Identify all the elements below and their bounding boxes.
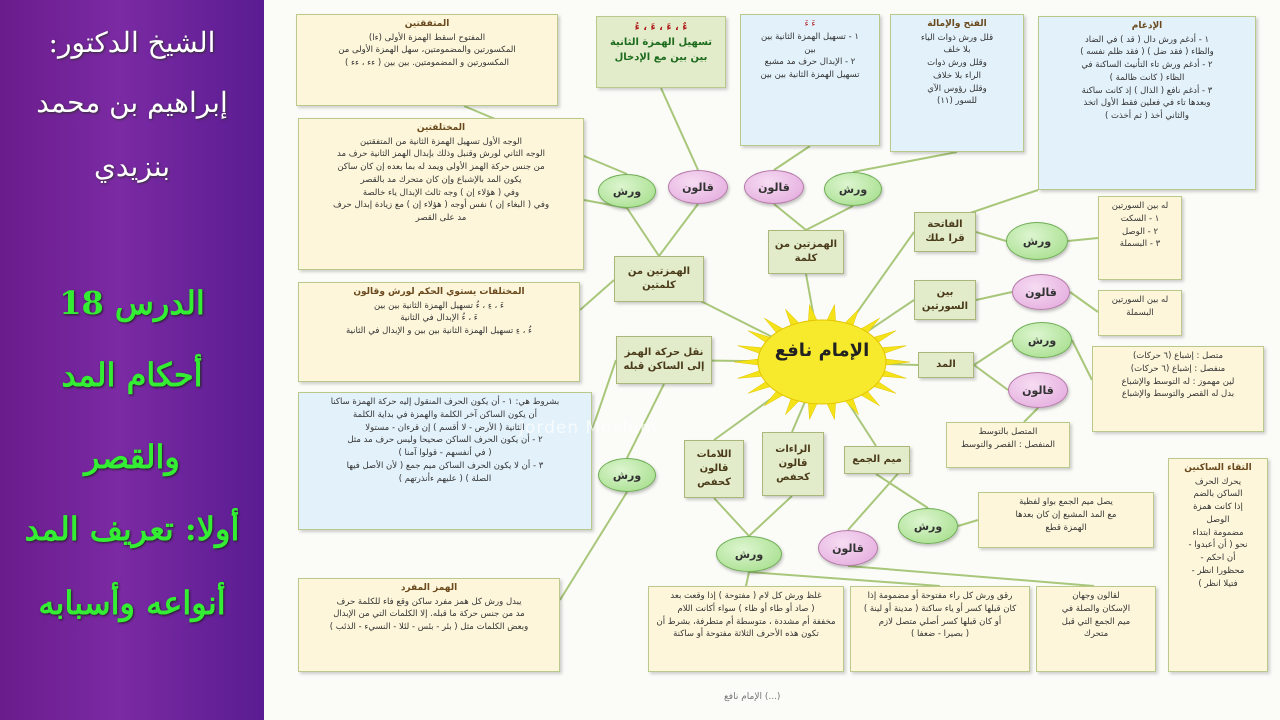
box-naql-conditions: بشروط هي: ١ - أن يكون الحرف المنقول إليه حركة الهمزة ساكنا أن يكون الساكن آخر الكلمة والهمزة في بداية الكلمة الثانية ( الأرض - لا أقسم ) إن قرءان - مستولا ٢ - أن يكون الحرف الساكن صحيحا وليس حرف مد مثل ( في أنفسهم - قولوا آمنا ) ٣ - أن لا يكون الحرف الساكن ميم جمع ( لأن الأصل فيها الصلة ) ( عليهم ءأنذرتهم )	[298, 392, 592, 530]
sheikh-name-line-2: بنزيدي	[93, 150, 171, 183]
connector	[580, 280, 614, 310]
box-mukhtalifat: المختلفات يستوي الحكم لورش وقالون ءَ ، ءِ ، ءُ تسهيل الهمزة الثانية بين بين ءَ ، ءُ الإبدال في الثانية ءُ ، ءِ تسهيل الهمزة الثانية بين بين و الإبدال في الثانية	[298, 282, 580, 382]
oval-warsh-two-words: ورش	[598, 174, 656, 208]
node-raat: الراءات قالون كحفص	[762, 432, 824, 496]
oval-warsh-bottom: ورش	[716, 536, 782, 572]
connector	[714, 498, 749, 536]
box-lam-taghliz: غلظ ورش كل لام ( مفتوحة ) إذا وقعت بعد ( صاد أو طاء أو ظاء ) سواء أكانت اللام مخففة أم مشددة ، متوسطة أم متطرفة، بشرط أن تكون هذه الأحرف الثلاثة مفتوحة أو ساكنة	[648, 586, 844, 672]
connector	[749, 496, 792, 536]
box-tashil-top: ءٌ ، ءَ ، ءَ ، ءُ تسهيل الهمزة الثانية بين بين مع الإدخال	[596, 16, 726, 88]
node-two-words: الهمزتين من كلمتين	[614, 256, 704, 302]
node-one-word: الهمزتين من كلمة	[768, 230, 844, 274]
connector	[774, 204, 806, 230]
connector	[1024, 408, 1038, 422]
lesson-topic-1: أحكام المد	[61, 356, 203, 394]
mind-map	[264, 0, 1280, 720]
box-fath-imala: الفتح والإمالة قلل ورش ذوات الياء بلا خلف وقلل ورش ذوات الراء بلا خلاف وقلل رؤوس الآي للسور (١١)	[890, 14, 1024, 152]
oval-qalun-one-word: قالون	[744, 170, 804, 204]
connector	[627, 208, 659, 256]
connector	[661, 88, 698, 170]
box-madd-qalun: المتصل بالتوسط المنفصل : القصر والتوسط	[946, 422, 1070, 468]
node-lamat: اللامات قالون كحفص	[684, 440, 744, 498]
connector	[774, 146, 810, 170]
node-mim: ميم الجمع	[844, 446, 910, 474]
connector	[806, 206, 853, 230]
oval-warsh-mim: ورش	[898, 508, 958, 544]
lesson-sidebar	[0, 0, 264, 720]
oval-warsh-one-word: ورش	[824, 172, 882, 206]
footer-caption: (...) الإمام نافع	[724, 692, 781, 702]
box-mim-qalun: لقالون وجهان الإسكان والصلة في ميم الجمع التي قبل متحرك	[1036, 586, 1156, 672]
box-tashil-two: ءَ ءَ ١ - تسهيل الهمزة الثانية بين بين ٢ - الإبدال حرف مد مشبع تسهيل الهمزة الثانية بين بين	[740, 14, 880, 146]
box-hamz-mufrad: الهمز المفرد يبدل ورش كل همز مفرد ساكن وقع فاء للكلمة حرف مد من جنس حركة ما قبله. إلا الكلمات التي من الإبدال وبعض الكلمات مثل ( بئر - بئس - لئلا - النسيء - الذئب )	[298, 578, 560, 672]
lesson-subtopic-2: أنواعه وأسبابه	[38, 584, 226, 622]
connector	[958, 520, 978, 526]
connector	[749, 572, 940, 586]
oval-qalun-two-words: قالون	[668, 170, 728, 204]
node-fatiha: الفاتحة قرا ملك	[914, 212, 976, 252]
connector	[853, 152, 957, 172]
oval-warsh-naql: ورش	[598, 458, 656, 492]
connector	[974, 365, 1008, 390]
box-mim-warsh: يصل ميم الجمع بواو لفظية مع المد المشبع إن كان بعدها الهمزة قطع	[978, 492, 1154, 548]
node-between-suras: بين السورتين	[914, 280, 976, 320]
oval-warsh-madd: ورش	[1012, 322, 1072, 358]
box-ra-tarqiq: رقق ورش كل راء مفتوحة أو مضمومة إذا كان قبلها كسر أو ياء ساكنة ( مدينة أو لينة ) أو كان قبلها كسر أصلي متصل لازم ( بصيرا - ضعفا )	[850, 586, 1030, 672]
box-madd-warsh: متصل : إشباع (٦ حركات) منفصل : إشباع (٦ حركات) لين مهموز : له التوسط والإشباع بدل له القصر والتوسط والإشباع	[1092, 346, 1264, 432]
box-title: المتفقتين	[404, 19, 450, 29]
oval-qalun-madd: قالون	[1008, 372, 1068, 408]
connector	[974, 340, 1012, 365]
sun-icon	[732, 302, 912, 422]
lesson-topic-2: والقصر	[84, 438, 180, 476]
box-sakinayn: التقاء الساكنين يحرك الحرف الساكن بالضم إذا كانت همزة الوصل مضمومة ابتداء نحو ( أن أعبدوا - أن احكم - محظورا انظر - فتيلا انظر )	[1168, 458, 1268, 672]
connector	[746, 572, 749, 586]
oval-qalun-mim: قالون	[818, 530, 878, 566]
node-naql: نقل حركة الهمز إلى الساكن قبله	[616, 336, 712, 384]
connector	[976, 232, 1006, 241]
connector	[848, 566, 1094, 586]
sheikh-name-line-1: إبراهيم بن محمد	[36, 86, 228, 119]
box-bayn-suwar-qalun: له بين السورتين البسملة	[1098, 290, 1182, 336]
sheikh-title: الشيخ الدكتور:	[48, 26, 216, 59]
connector	[1072, 340, 1092, 380]
oval-qalun-suras: قالون	[1012, 274, 1070, 310]
connector	[1068, 238, 1098, 241]
connector	[976, 292, 1012, 300]
oval-warsh-fatiha: ورش	[1006, 222, 1068, 260]
lesson-number: الدرس 18	[59, 284, 205, 322]
connector	[659, 204, 698, 256]
lesson-subtopic-1: أولا: تعريف المد	[24, 510, 240, 548]
box-mukhtalifatayn: المختلفتين الوجه الأول تسهيل الهمزة الثانية من المتفقتين الوجه الثاني لورش وقنبل وذلك بإبدال الهمز الثانية حرف مد من جنس حركة الهمز الأولى ويمد له بما بعده إن كان ساكن يكون المد بالإشباع وإن كان متحرك مد بالقصر وفي ( هؤلاء إن ) وجه ثالث الإبدال ياء خالصة وفي ( البغاء إن ) نفس أوجه ( هؤلاء إن ) مع زيادة إبدال حرف مد على القصر	[298, 118, 584, 270]
box-idgham: الإدغام ١ - أدغم ورش دال ( قد ) في الضاد والظاء ( فقد ضل ) ( فقد ظلم نفسه ) ٢ - أدغم ورش تاء التأنيث الساكنة في الظاء ( كانت ظالمة ) ٣ - أدغم نافع ( الذال ) إذ كانت ساكنة وبعدها تاء في فعلين فقط الأول اتخذ والثاني أخذ ( ثم أخذت )	[1038, 16, 1256, 190]
connector	[1070, 292, 1098, 312]
box-muttafiqatayn: المتفقتين المفتوح اسقط الهمزة الأولى (ءا) المكسورتين والمضمومتين، سهل الهمزة الأولى من المكسورتين و المضمومتين. بين بين ( ءء ، ءء )	[296, 14, 558, 106]
watermark: Jorden Moslum	[519, 418, 658, 438]
node-madd: المد	[918, 352, 974, 378]
box-bayn-suwar-warsh: له بين السورتين ١ - السكت ٢ - الوصل ٣ - البسملة	[1098, 196, 1182, 280]
center-title: الإمام نافع	[774, 340, 870, 361]
